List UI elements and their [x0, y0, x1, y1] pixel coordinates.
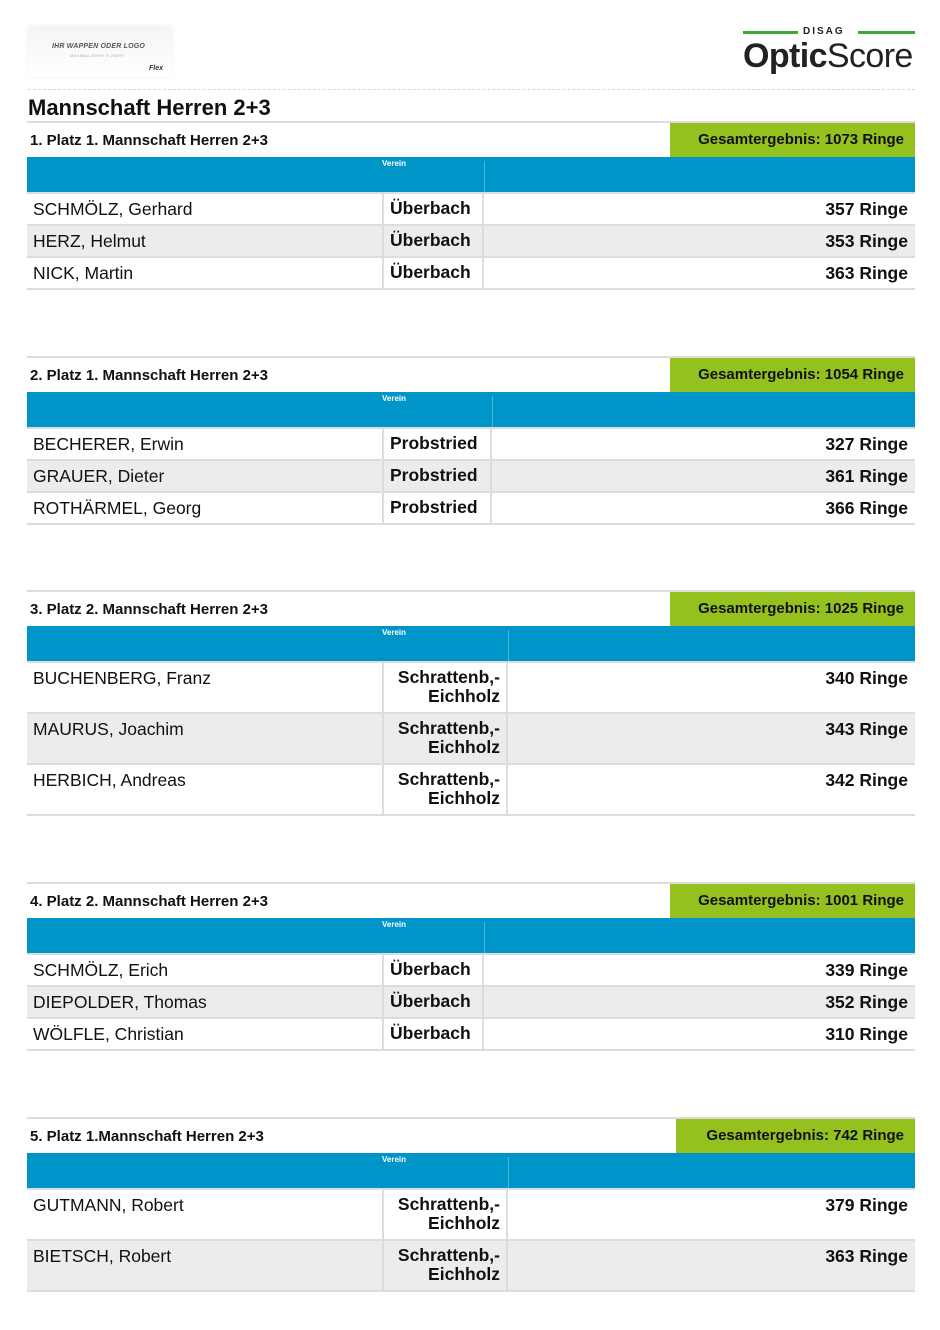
shooter-name: GRAUER, Dieter — [33, 466, 165, 486]
shooter-club: Probstried — [382, 429, 492, 459]
shooter-club: Probstried — [382, 461, 492, 491]
column-header-bar — [27, 157, 915, 192]
wordmark-score: Score — [826, 37, 913, 75]
shooter-club: Überbach — [382, 987, 484, 1017]
shooter-score: 340 Ringe — [825, 668, 908, 688]
member-row — [27, 429, 915, 461]
team-header — [27, 590, 915, 626]
shooter-club: Überbach — [382, 1019, 484, 1049]
team-block — [27, 882, 915, 1051]
disag-opticscore-logo — [743, 27, 915, 77]
team-block — [27, 1117, 915, 1292]
shooter-name: HERZ, Helmut — [33, 231, 146, 251]
column-separator — [508, 630, 509, 661]
club-line-2: Eichholz — [428, 1264, 500, 1284]
team-total-label: Gesamtergebnis: — [698, 600, 821, 617]
team-total-badge — [670, 592, 915, 626]
team-total-badge — [670, 123, 915, 157]
shooter-name: BIETSCH, Robert — [33, 1246, 172, 1266]
shooter-score: 361 Ringe — [825, 466, 908, 486]
team-header — [27, 121, 915, 157]
team-header — [27, 356, 915, 392]
team-title: 3. Platz 2. Mannschaft Herren 2+3 — [30, 601, 269, 618]
shooter-score: 310 Ringe — [825, 1024, 908, 1044]
column-header-bar — [27, 1153, 915, 1188]
team-total-label: Gesamtergebnis: — [706, 1127, 829, 1144]
team-block — [27, 121, 915, 290]
column-separator — [492, 396, 493, 427]
logo-placeholder-size: MAXIMAL 800PX X 200PX — [70, 53, 125, 58]
member-row — [27, 194, 915, 226]
member-row — [27, 258, 915, 290]
member-row — [27, 765, 915, 816]
shooter-club: Überbach — [382, 258, 484, 288]
shooter-score: 363 Ringe — [825, 263, 908, 283]
shooter-score: 339 Ringe — [825, 960, 908, 980]
team-total-label: Gesamtergebnis: — [698, 131, 821, 148]
team-title: 1. Platz 1. Mannschaft Herren 2+3 — [30, 132, 269, 149]
team-block — [27, 590, 915, 816]
shooter-club: Überbach — [382, 955, 484, 985]
shooter-score: 352 Ringe — [825, 992, 908, 1012]
page-title: Mannschaft Herren 2+3 — [28, 95, 271, 120]
member-row — [27, 1241, 915, 1292]
club-line-2: Eichholz — [428, 686, 500, 706]
team-total-value: 1054 Ringe — [824, 366, 904, 383]
member-rows — [27, 427, 915, 525]
logo-green-bar-right — [858, 31, 915, 34]
wordmark-optic: Optic — [743, 37, 827, 75]
shooter-name: NICK, Martin — [33, 263, 134, 283]
column-header-verein: Verein — [382, 920, 407, 929]
shooter-club: Überbach — [382, 226, 484, 256]
team-total-value: 1025 Ringe — [824, 600, 904, 617]
club-line-1: Schrattenb,- — [397, 769, 500, 789]
club-logo-placeholder — [28, 26, 172, 76]
club-line-1: Schrattenb,- — [397, 1194, 500, 1214]
member-rows — [27, 192, 915, 290]
shooter-score: 366 Ringe — [825, 498, 908, 518]
team-total-badge — [676, 1119, 915, 1153]
team-block — [27, 356, 915, 525]
disag-brand-text: DISAG — [803, 26, 845, 37]
logo-placeholder-tag: Flex — [149, 65, 164, 72]
shooter-score: 353 Ringe — [825, 231, 908, 251]
column-header-bar — [27, 626, 915, 661]
column-header-verein: Verein — [382, 628, 407, 637]
team-title: 4. Platz 2. Mannschaft Herren 2+3 — [30, 893, 269, 910]
team-total-label: Gesamtergebnis: — [698, 366, 821, 383]
shooter-name: BECHERER, Erwin — [33, 434, 184, 454]
shooter-club — [382, 663, 508, 712]
club-line-1: Schrattenb,- — [397, 718, 500, 738]
team-title: 2. Platz 1. Mannschaft Herren 2+3 — [30, 367, 269, 384]
shooter-score: 357 Ringe — [825, 199, 908, 219]
shooter-name: ROTHÄRMEL, Georg — [33, 498, 202, 518]
shooter-name: GUTMANN, Robert — [33, 1195, 184, 1215]
member-row — [27, 226, 915, 258]
shooter-name: SCHMÖLZ, Gerhard — [33, 199, 193, 219]
column-separator — [484, 161, 485, 192]
member-row — [27, 987, 915, 1019]
member-row — [27, 1019, 915, 1051]
shooter-club — [382, 765, 508, 814]
opticscore-wordmark — [743, 36, 913, 76]
team-header — [27, 882, 915, 918]
team-total-value: 1073 Ringe — [824, 131, 904, 148]
column-separator — [484, 922, 485, 953]
member-row — [27, 714, 915, 765]
member-row — [27, 461, 915, 493]
column-header-verein: Verein — [382, 394, 407, 403]
column-header-bar — [27, 918, 915, 953]
team-total-value: 1001 Ringe — [824, 892, 904, 909]
shooter-name: HERBICH, Andreas — [33, 770, 186, 790]
member-rows — [27, 1188, 915, 1292]
club-line-2: Eichholz — [428, 788, 500, 808]
shooter-club: Probstried — [382, 493, 492, 523]
shooter-club — [382, 1241, 508, 1290]
shooter-name: WÖLFLE, Christian — [33, 1024, 184, 1044]
logo-green-bar-left — [743, 31, 798, 34]
team-header — [27, 1117, 915, 1153]
page-header — [0, 0, 940, 92]
shooter-score: 342 Ringe — [825, 770, 908, 790]
column-header-verein: Verein — [382, 1155, 407, 1164]
member-row — [27, 1190, 915, 1241]
shooter-name: SCHMÖLZ, Erich — [33, 960, 169, 980]
shooter-name: BUCHENBERG, Franz — [33, 668, 211, 688]
logo-placeholder-text: IHR WAPPEN ODER LOGO — [52, 43, 146, 50]
member-row — [27, 955, 915, 987]
shooter-score: 327 Ringe — [825, 434, 908, 454]
shooter-score: 379 Ringe — [825, 1195, 908, 1215]
team-title: 5. Platz 1.Mannschaft Herren 2+3 — [30, 1128, 264, 1145]
team-total-label: Gesamtergebnis: — [698, 892, 821, 909]
shooter-club: Überbach — [382, 194, 484, 224]
member-rows — [27, 953, 915, 1051]
team-total-badge — [670, 884, 915, 918]
club-line-2: Eichholz — [428, 1213, 500, 1233]
shooter-club — [382, 1190, 508, 1239]
member-row — [27, 493, 915, 525]
club-line-1: Schrattenb,- — [397, 1245, 500, 1265]
club-line-2: Eichholz — [428, 737, 500, 757]
shooter-score: 343 Ringe — [825, 719, 908, 739]
member-row — [27, 663, 915, 714]
team-total-badge — [670, 358, 915, 392]
club-line-1: Schrattenb,- — [397, 667, 500, 687]
column-header-bar — [27, 392, 915, 427]
header-divider — [28, 89, 915, 90]
column-separator — [508, 1157, 509, 1188]
shooter-club — [382, 714, 508, 763]
shooter-name: MAURUS, Joachim — [33, 719, 184, 739]
member-rows — [27, 661, 915, 816]
shooter-name: DIEPOLDER, Thomas — [33, 992, 207, 1012]
column-header-verein: Verein — [382, 159, 407, 168]
team-total-value: 742 Ringe — [833, 1127, 904, 1144]
shooter-score: 363 Ringe — [825, 1246, 908, 1266]
